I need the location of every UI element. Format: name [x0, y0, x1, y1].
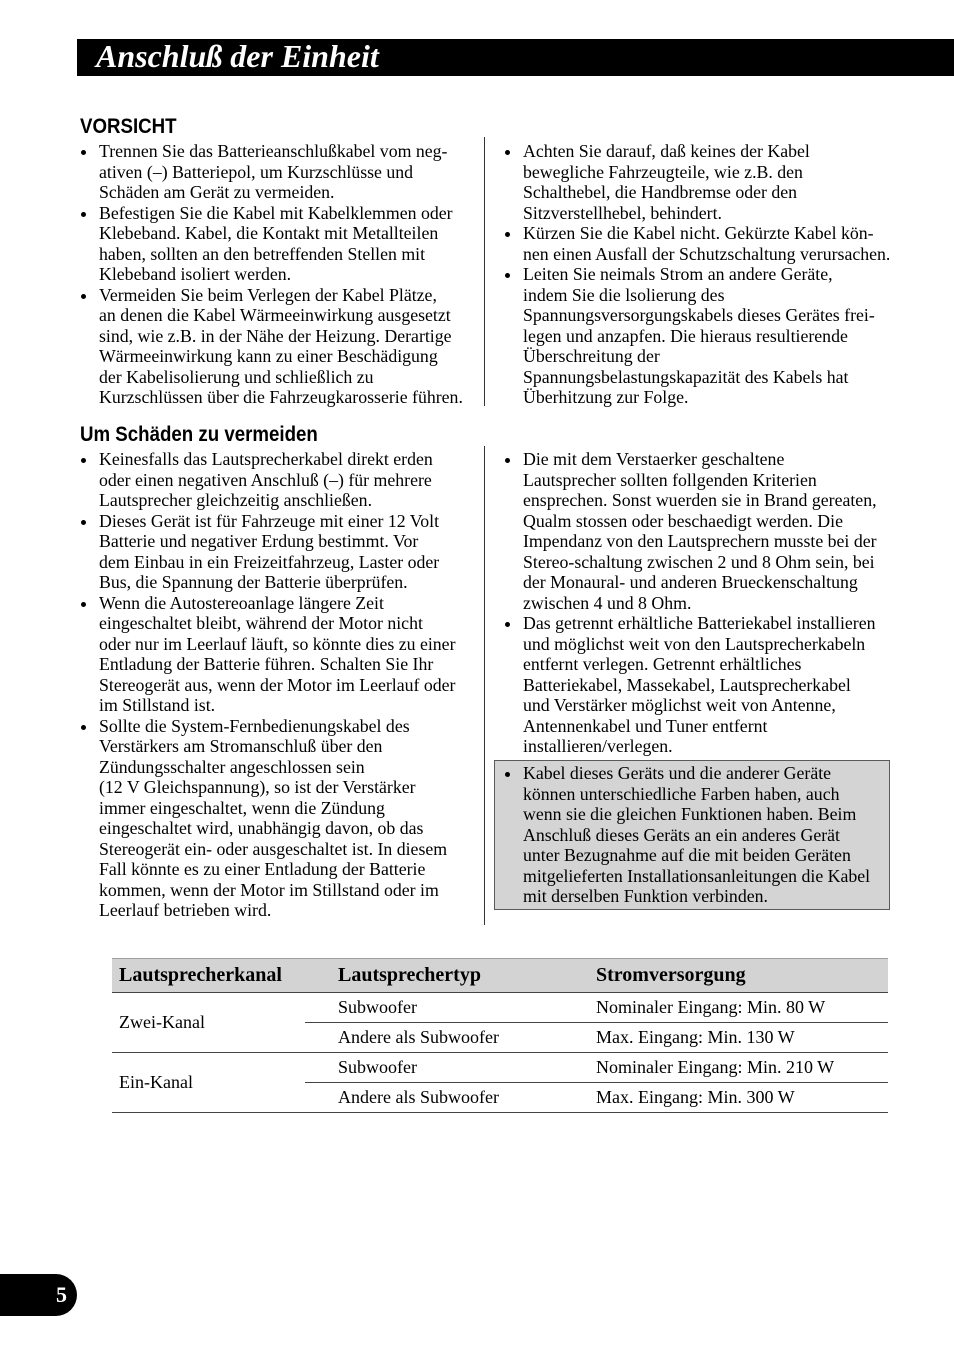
bullet-item [80, 593, 475, 716]
text-line: können unterschiedliche Farben haben, auch [523, 783, 840, 804]
text-line: Entladung der Batterie führen. Schalten Sie Ihr [99, 654, 434, 674]
text-line: Batteriekabel, Massekabel, Lautsprecherkabel [523, 674, 851, 695]
table-cell-power: Max. Eingang: Min. 130 W [589, 1023, 888, 1053]
text-line: indem Sie die lsolierung des [523, 284, 725, 305]
text-line: Die mit dem Verstaerker geschaltene [523, 449, 785, 469]
page-number: 5 [56, 1282, 67, 1307]
bullet-icon [81, 212, 86, 217]
text-line: haben, sollten an den betreffenden Stellen mit [99, 243, 426, 264]
bullet-item [504, 449, 894, 613]
table-header-cell: Stromversorgung [589, 959, 888, 993]
table-cell-power: Nominaler Eingang: Min. 210 W [589, 1053, 888, 1083]
text-line: Keinesfalls das Lautsprecherkabel direkt erden [99, 449, 433, 469]
text-line: kommen, wenn der Motor im Stillstand oder im [99, 879, 439, 900]
page-number-tab [0, 1274, 77, 1316]
text-line: Kürzen Sie die Kabel nicht. Gekürzte Kabel kön- [523, 223, 874, 243]
bullet-icon [81, 458, 86, 463]
text-line: Zündungsschalter angeschlossen sein [99, 756, 365, 777]
column-left-vorsicht [80, 141, 475, 408]
bullet-icon [505, 232, 510, 237]
text-line: bewegliche Fahrzeugteile, wie z.B. den [523, 161, 803, 182]
text-line: Lautsprecher gleichzeitig anschließen. [99, 490, 373, 510]
table-cell-type: Andere als Subwoofer [305, 1083, 589, 1113]
text-line: und Verstärker möglichst weit von Antenne, [523, 695, 836, 715]
column-right-schaeden [504, 449, 894, 757]
text-line: sind, wie z.B. in der Nähe der Heizung. Derartige [99, 325, 452, 346]
text-line: der Kabelisolierung und schließlich zu [99, 366, 374, 387]
text-line: eingeschaltet wird, unabhängig davon, ob das [99, 818, 424, 838]
table-row [112, 993, 888, 1023]
text-line: Spannungsversorgungskabels dieses Gerätes frei- [523, 305, 875, 325]
bullet-icon [81, 520, 86, 525]
text-line: Überhitzung zur Folge. [523, 387, 689, 407]
text-line: Qualm stossen oder beschaedigt werden. Die [523, 510, 843, 531]
text-line: Spannungsbelastungskapazität des Kabels hat [523, 366, 849, 387]
text-line: ensprechen. Sonst wuerden sie in Brand gereaten, [523, 490, 877, 510]
table-cell-channel: Ein-Kanal [112, 1053, 305, 1113]
text-line: Schäden am Gerät zu vermeiden. [99, 182, 335, 202]
power-spec-table [112, 958, 888, 1113]
text-line: entfernt verlegen. Getrennt erhältliches [523, 654, 802, 674]
text-line: (12 V Gleichspannung), so ist der Verstärker [99, 777, 416, 797]
bullet-icon [505, 273, 510, 278]
text-line: Fall könnte es zu einer Entladung der Batterie [99, 859, 426, 879]
text-line: Leerlauf betrieben wird. [99, 900, 272, 920]
bullet-item [80, 203, 475, 285]
table-cell-channel: Zwei-Kanal [112, 993, 305, 1053]
table-cell-type: Andere als Subwoofer [305, 1023, 589, 1053]
text-line: dem Einbau in ein Freizeitfahrzeug, Laster oder [99, 551, 440, 572]
text-line: Stereogerät aus, wenn der Motor im Leerlauf oder [99, 674, 456, 695]
text-line: Antennenkabel und Tuner entfernt [523, 715, 768, 736]
text-line: Überschreitung der [523, 346, 660, 366]
bullet-item [80, 716, 475, 921]
section-heading-schaeden: Um Schäden zu vermeiden [80, 423, 318, 446]
bullet-icon [505, 772, 510, 777]
page-title: Anschluß der Einheit [96, 38, 379, 74]
table-cell-power: Max. Eingang: Min. 300 W [589, 1083, 888, 1113]
text-line: Anschluß dieses Geräts an ein anderes Gerät [523, 824, 840, 845]
table-header-row [112, 959, 888, 993]
bullet-item [80, 141, 475, 203]
bullet-icon [505, 150, 510, 155]
text-line: eingeschaltet bleibt, während der Motor nicht [99, 613, 423, 633]
text-line: Wärmeeinwirkung kann zu einer Beschädigung [99, 346, 438, 366]
table-cell-power: Nominaler Eingang: Min. 80 W [589, 993, 888, 1023]
text-line: ativen (–) Batteriepol, um Kurzschlüsse und [99, 161, 414, 182]
text-line: legen und anzapfen. Die hieraus resultierende [523, 325, 848, 346]
text-line: Klebeband. Kabel, die Kontakt mit Metallteilen [99, 223, 439, 243]
text-line: Stereogerät ein- oder ausgeschaltet ist. In diesem [99, 838, 448, 859]
text-line: Sollte die System-Fernbedienungskabel des [99, 715, 410, 736]
table-cell-type: Subwoofer [305, 1053, 589, 1083]
bullet-item [80, 511, 475, 593]
text-line: Wenn die Autostereoanlage längere Zeit [99, 592, 384, 613]
text-line: Trennen Sie das Batterieanschlußkabel vom neg- [99, 141, 448, 161]
section-heading-vorsicht: VORSICHT [80, 115, 177, 138]
text-line: Bus, die Spannung der Batterie überprüfen. [99, 572, 408, 592]
text-line: an denen die Kabel Wärmeeinwirkung ausgesetzt [99, 305, 451, 325]
text-line: mit derselben Funktion verbinden. [523, 886, 768, 906]
text-line: Stereo-schaltung zwischen 2 und 8 Ohm sein, bei [523, 551, 875, 572]
table-header-cell: Lautsprechertyp [305, 959, 589, 993]
text-line: Befestigen Sie die Kabel mit Kabelklemmen oder [99, 202, 453, 223]
text-line: und möglichst weit von den Lautsprecherkabeln [523, 633, 866, 654]
text-line: Verstärkers am Stromanschluß über den [99, 736, 383, 756]
text-line: installieren/verlegen. [523, 736, 673, 756]
text-line: nen einen Ausfall der Schutzschaltung verursachen. [523, 243, 891, 264]
text-line: Achten Sie darauf, daß keines der Kabel [523, 141, 810, 161]
text-line: zwischen 4 und 8 Ohm. [523, 592, 692, 613]
bullet-icon [81, 725, 86, 730]
bullet-item [80, 285, 475, 408]
text-line: wenn sie die gleichen Funktionen haben. Beim [523, 804, 857, 824]
text-line: Klebeband isoliert werden. [99, 264, 292, 284]
bullet-item [504, 264, 894, 408]
text-line: Impendanz von den Lautsprechern musste bei der [523, 531, 877, 551]
bullet-item [504, 223, 894, 264]
bullet-item [504, 613, 894, 757]
text-line: Kabel dieses Geräts und die anderer Geräte [523, 763, 832, 783]
text-line: Batterie und negativer Erdung bestimmt. Vor [99, 531, 419, 551]
table-cell-type: Subwoofer [305, 993, 589, 1023]
text-line: unter Bezugnahme auf die mit beiden Geräten [523, 845, 851, 865]
text-line: Dieses Gerät ist für Fahrzeuge mit einer 12 Volt [99, 510, 440, 531]
text-line: Schalthebel, die Handbremse oder den [523, 182, 798, 202]
text-line: Das getrennt erhältliche Batteriekabel installieren [523, 613, 876, 633]
bullet-icon [505, 622, 510, 627]
text-line: im Stillstand ist. [99, 695, 216, 715]
title-bar [77, 39, 954, 76]
table-header-cell: Lautsprecherkanal [112, 959, 305, 993]
text-line: Vermeiden Sie beim Verlegen der Kabel Plätze, [99, 284, 437, 305]
text-line: Leiten Sie neimals Strom an andere Geräte, [523, 264, 833, 284]
note-box [494, 760, 890, 910]
bullet-item [504, 141, 894, 223]
text-line: immer eingeschaltet, wenn die Zündung [99, 797, 385, 818]
text-line: oder nur im Leerlauf läuft, so könnte dies zu einer [99, 633, 456, 654]
bullet-item [504, 763, 889, 907]
bullet-icon [81, 150, 86, 155]
column-right-vorsicht [504, 141, 894, 408]
text-line: Sitzverstellhebel, behindert. [523, 202, 722, 223]
bullet-icon [81, 294, 86, 299]
bullet-icon [81, 602, 86, 607]
bullet-item [80, 449, 475, 511]
table-row [112, 1053, 888, 1083]
column-divider [484, 446, 485, 925]
text-line: oder einen negativen Anschluß (–) für mehrere [99, 469, 432, 490]
text-line: Kurzschlüssen über die Fahrzeugkarosserie führen. [99, 387, 463, 407]
text-line: Lautsprecher sollten follgenden Kriterien [523, 469, 817, 490]
column-divider [484, 137, 485, 406]
text-line: mitgelieferten Installationsanleitungen die Kabel [523, 865, 871, 886]
bullet-icon [505, 458, 510, 463]
text-line: der Monaural- und anderen Brueckenschaltung [523, 572, 858, 592]
column-left-schaeden [80, 449, 475, 921]
